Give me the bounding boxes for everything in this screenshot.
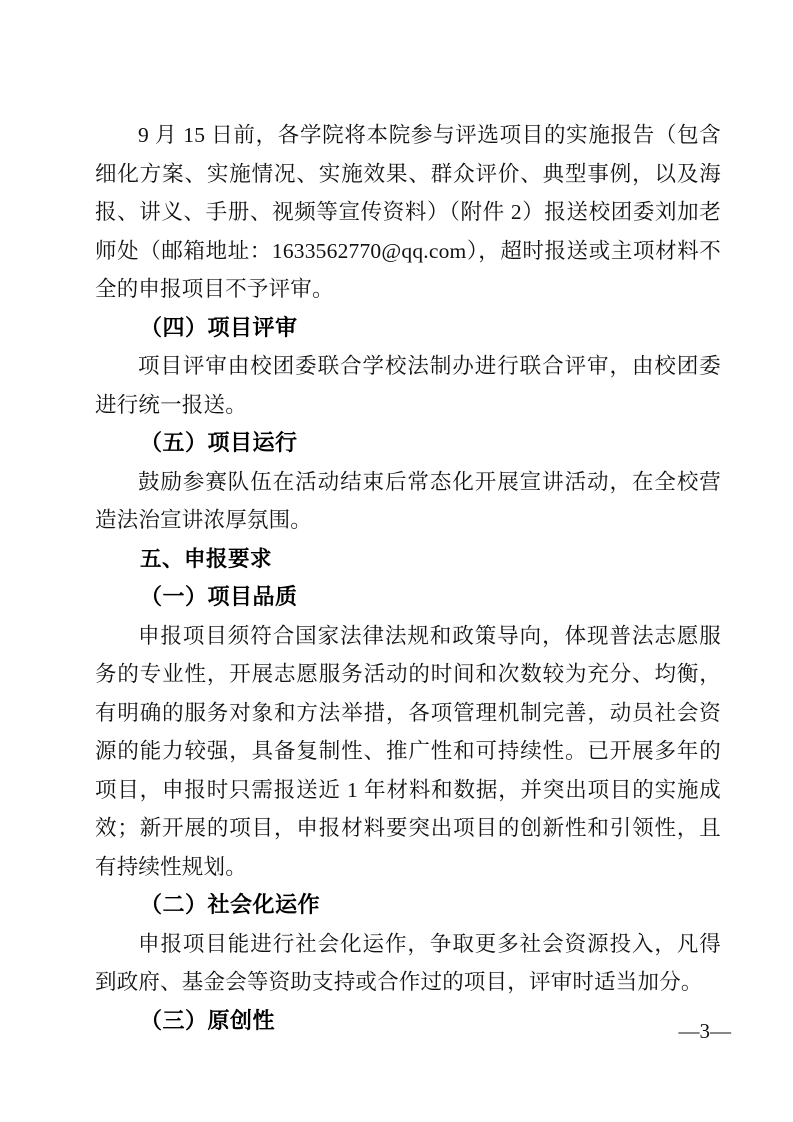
para-project-quality: 申报项目须符合国家法律法规和政策导向，体现普法志愿服务的专业性，开展志愿服务活动的时间和次数较为充分、均衡，有明确的服务对象和方法举措，各项管理机制完善，动员社会资源的能力较强，具备复制性、推广性和可持续性。已开展多年的项目，申报时只需报送近 1 年材料和数据，并突出项目的实施成效；新开展的项目，申报材料要突出项目的创新性和引领性，且有持续性规划。	[95, 623, 721, 879]
heading-project-quality: （一）项目品质	[140, 584, 298, 609]
heading-project-operation: （五）项目运行	[140, 430, 298, 455]
heading-application-requirements: 五、申报要求	[140, 546, 273, 571]
heading-project-review: （四）项目评审	[140, 314, 298, 340]
heading-originality: （三）原创性	[140, 1007, 276, 1033]
page-number: —3—	[678, 1019, 731, 1043]
para-report-submission: 9 月 15 日前，各学院将本院参与评选项目的实施报告（包含细化方案、实施情况、实施效果、群众评价、典型事例，以及海报、讲义、手册、视频等宣传资料）（附件 2）报送校团委刘加老师处（邮箱地址：1633562770@qq.com），超时报送或主项材料不全的申报项目不予评审。	[95, 123, 721, 301]
heading-social-operation: （二）社会化运作	[140, 892, 321, 917]
para-project-review: 项目评审由校团委联合学校法制办进行联合评审，由校团委进行统一报送。	[95, 354, 721, 417]
para-project-operation: 鼓励参赛队伍在活动结束后常态化开展宣讲活动，在全校营造法治宣讲浓厚氛围。	[95, 469, 721, 532]
document-content	[95, 116, 721, 1040]
para-social-operation: 申报项目能进行社会化运作，争取更多社会资源投入，凡得到政府、基金会等资助支持或合作过的项目，评审时适当加分。	[95, 931, 721, 994]
